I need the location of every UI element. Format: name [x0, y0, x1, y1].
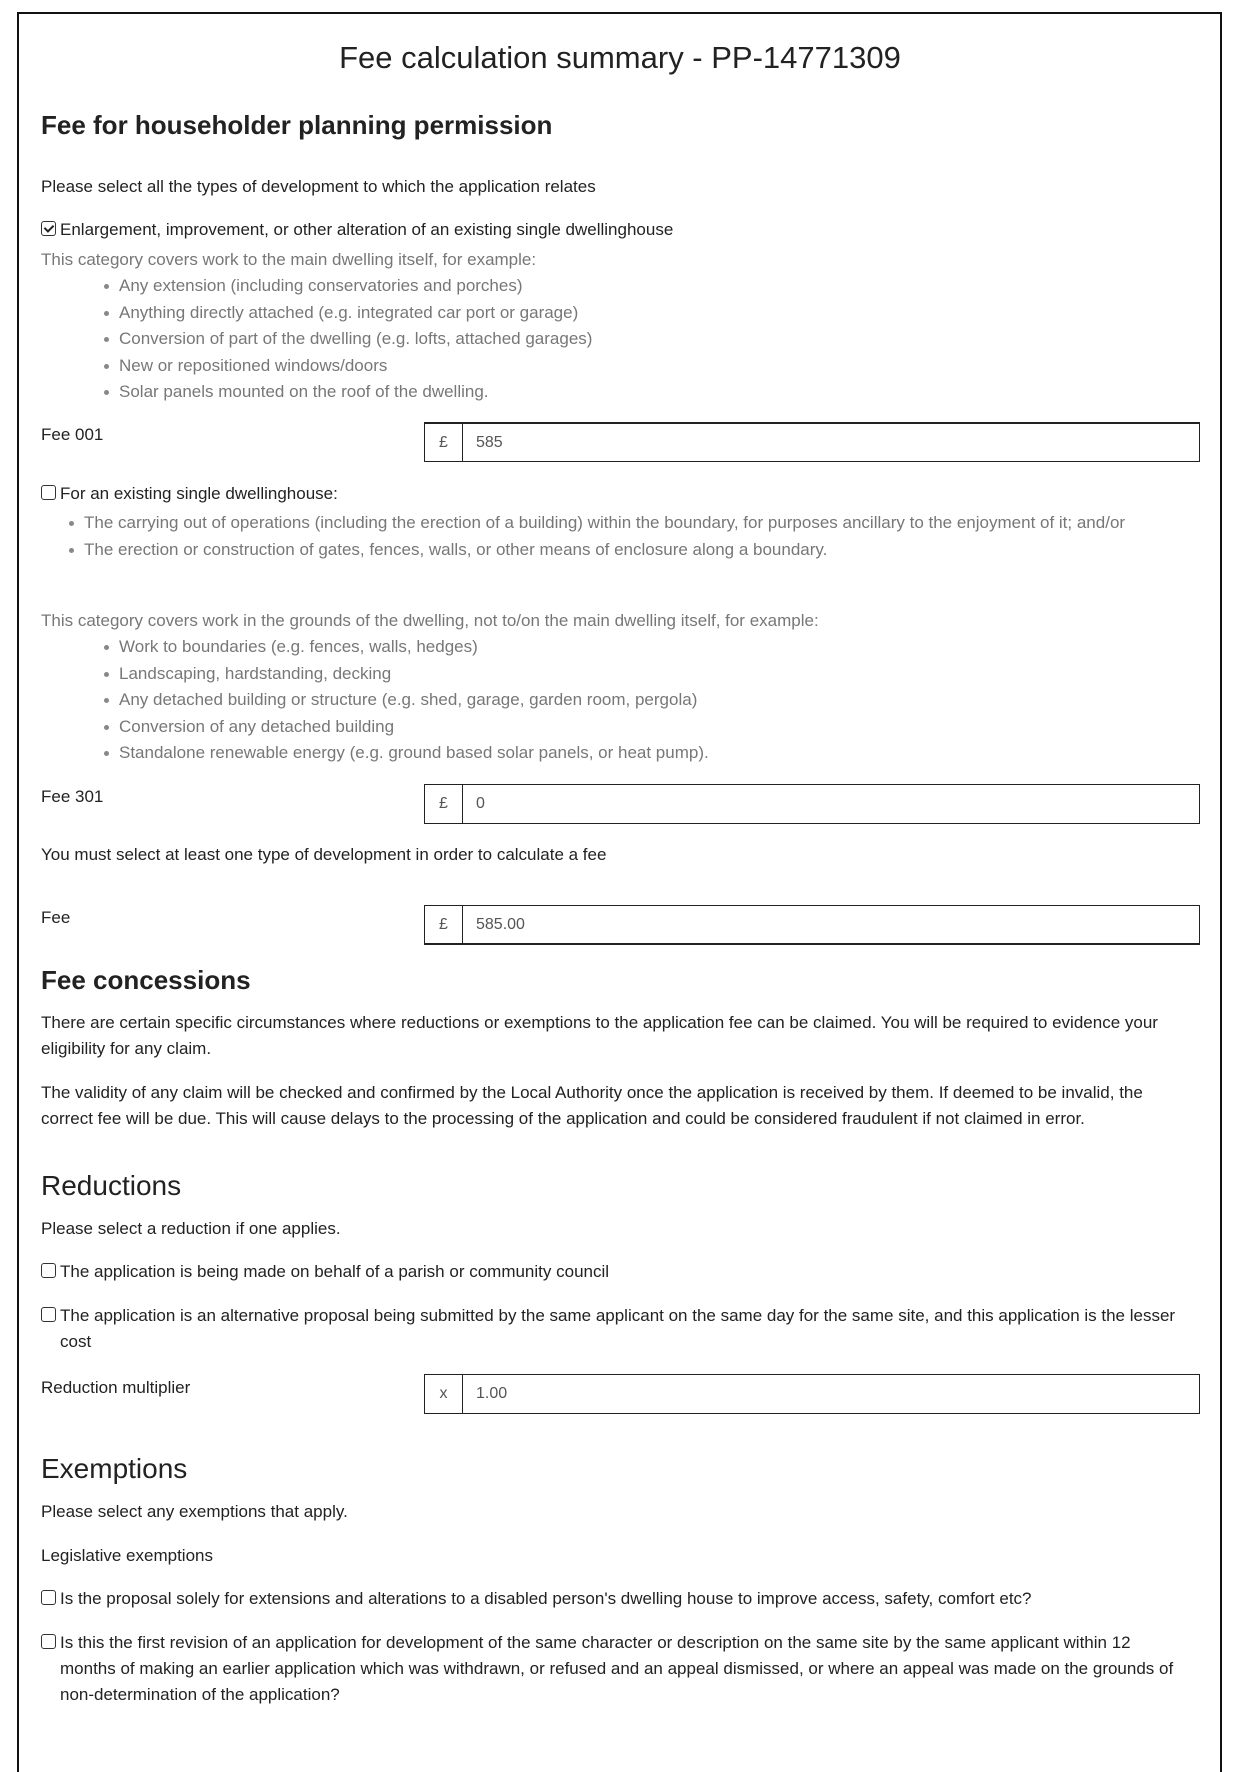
option2-description: This category covers work in the grounds of the dwelling, not to/on the main dwelling itself, for example: — [41, 611, 819, 630]
development-option-grounds[interactable] — [41, 481, 338, 507]
list-item: Landscaping, hardstanding, decking — [119, 661, 709, 688]
list-item: Conversion of part of the dwelling (e.g. lofts, attached garages) — [119, 326, 592, 353]
total-fee-field[interactable] — [424, 905, 1200, 945]
option-label: The application is being made on behalf of a parish or community council — [60, 1262, 610, 1281]
fee-301-value[interactable]: 0 — [476, 795, 485, 812]
option2-sub-items — [84, 510, 1125, 563]
checkbox-checked-icon[interactable] — [41, 221, 56, 236]
option-label: Is this the first revision of an application for development of the same character or description on the same site by the same applicant within 12 months of making an earlier application which was withdrawn, or refused and an appeal dismissed, or where an appeal was made on the grounds of non-determination of the application? — [60, 1633, 1174, 1704]
fee-001-label: Fee 001 — [41, 425, 104, 444]
exemptions-intro: Please select any exemptions that apply. — [41, 1502, 348, 1521]
reduction-option-alternative-proposal[interactable] — [41, 1303, 1191, 1355]
list-item: Anything directly attached (e.g. integrated car port or garage) — [119, 300, 592, 327]
reduction-multiplier-value[interactable]: 1.00 — [476, 1385, 508, 1402]
list-item: Any extension (including conservatories and porches) — [119, 273, 592, 300]
page-title: Fee calculation summary - PP-14771309 — [339, 40, 901, 75]
currency-prefix: £ — [425, 785, 463, 823]
total-fee-label: Fee — [41, 908, 71, 927]
checkbox-unchecked-icon[interactable] — [41, 1307, 56, 1322]
checkbox-unchecked-icon[interactable] — [41, 1590, 56, 1605]
legislative-exemptions-subheading: Legislative exemptions — [41, 1546, 213, 1565]
concessions-para-1: There are certain specific circumstances where reductions or exemptions to the application fee can be claimed. You will be required to evidence your eligibility for any claim. — [41, 1013, 1158, 1058]
currency-prefix: £ — [425, 424, 463, 461]
list-item: New or repositioned windows/doors — [119, 353, 592, 380]
option1-examples — [119, 273, 592, 406]
concessions-para-2: The validity of any claim will be checked and confirmed by the Local Authority once the application is received by them. If deemed to be invalid, the correct fee will be due. This will cause delays to the processing of the application and could be considered fraudulent if not claimed in error. — [41, 1083, 1143, 1128]
reductions-intro: Please select a reduction if one applies. — [41, 1219, 341, 1238]
fee-001-field[interactable] — [424, 422, 1200, 462]
householder-heading: Fee for householder planning permission — [41, 110, 553, 140]
option-label: The application is an alternative proposal being submitted by the same applicant on the same day for the same site, and this application is the lesser cost — [60, 1306, 1176, 1351]
fee-301-label: Fee 301 — [41, 787, 104, 806]
option-label: Enlargement, improvement, or other alteration of an existing single dwellinghouse — [60, 220, 674, 239]
list-item: Any detached building or structure (e.g. shed, garage, garden room, pergola) — [119, 687, 709, 714]
validation-message: You must select at least one type of development in order to calculate a fee — [41, 845, 607, 864]
fee-001-value[interactable]: 585 — [476, 433, 503, 451]
list-item: Solar panels mounted on the roof of the dwelling. — [119, 379, 592, 406]
reduction-option-parish-council[interactable] — [41, 1259, 1191, 1285]
multiplier-prefix: x — [425, 1375, 463, 1413]
list-item: Standalone renewable energy (e.g. ground based solar panels, or heat pump). — [119, 740, 709, 767]
checkbox-unchecked-icon[interactable] — [41, 1634, 56, 1649]
list-item: Work to boundaries (e.g. fences, walls, hedges) — [119, 634, 709, 661]
currency-prefix: £ — [425, 906, 463, 943]
option-label: Is the proposal solely for extensions and alterations to a disabled person's dwelling house to improve access, safety, comfort etc? — [60, 1589, 1032, 1608]
checkbox-unchecked-icon[interactable] — [41, 485, 56, 500]
option-label: For an existing single dwellinghouse: — [60, 484, 338, 503]
concessions-heading: Fee concessions — [41, 965, 251, 995]
development-option-enlargement[interactable] — [41, 217, 673, 243]
exemptions-heading: Exemptions — [41, 1453, 188, 1484]
reduction-multiplier-field[interactable] — [424, 1374, 1200, 1414]
total-fee-value[interactable]: 585.00 — [476, 915, 525, 933]
exemption-option-disabled-access[interactable] — [41, 1586, 1191, 1612]
option1-description: This category covers work to the main dwelling itself, for example: — [41, 250, 537, 269]
list-item: The carrying out of operations (including the erection of a building) within the boundary, for purposes ancillary to the enjoyment of it; and/or — [84, 510, 1125, 537]
list-item: The erection or construction of gates, fences, walls, or other means of enclosure along a boundary. — [84, 537, 1125, 564]
reductions-heading: Reductions — [41, 1170, 182, 1201]
list-item: Conversion of any detached building — [119, 714, 709, 741]
householder-intro: Please select all the types of development to which the application relates — [41, 177, 596, 196]
option2-examples — [119, 634, 709, 767]
exemption-option-first-revision[interactable] — [41, 1630, 1191, 1708]
fee-301-field[interactable] — [424, 784, 1200, 824]
reduction-multiplier-label: Reduction multiplier — [41, 1378, 191, 1397]
checkbox-unchecked-icon[interactable] — [41, 1263, 56, 1278]
